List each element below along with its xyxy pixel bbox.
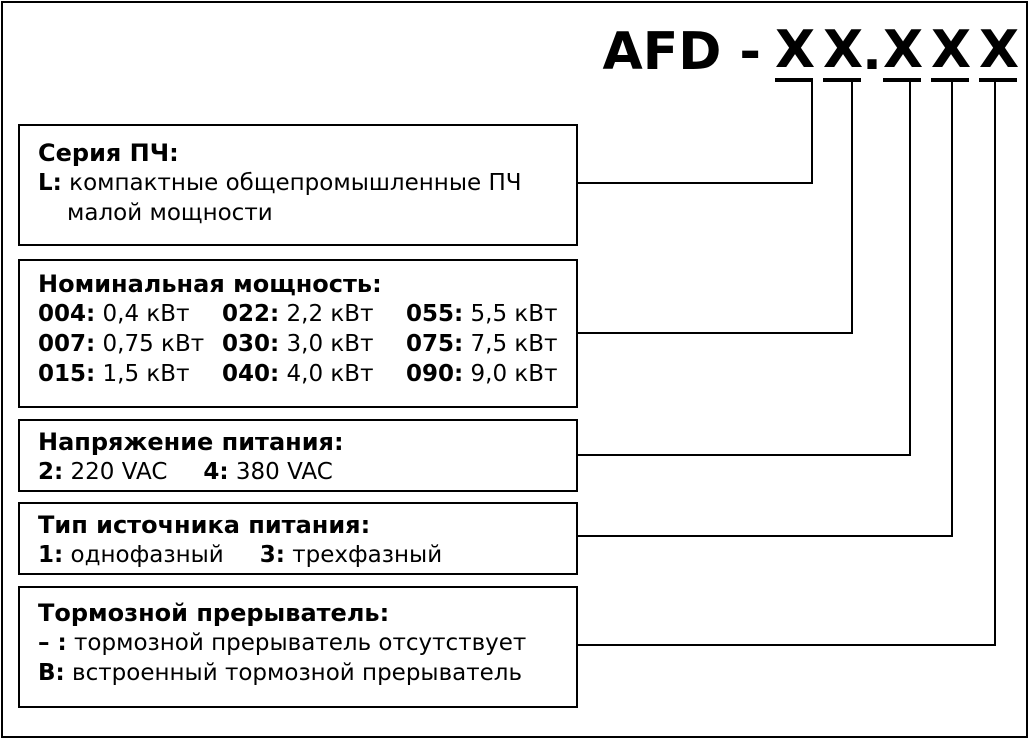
- supply-box: [18, 502, 578, 575]
- supply-option: 3: трехфазный: [259, 542, 443, 568]
- brake-option: B: встроенный тормозной прерыватель: [38, 660, 523, 686]
- code-placeholder-supply: X: [931, 20, 972, 80]
- supply-options: [38, 540, 558, 570]
- series-line-2: малой мощности: [67, 200, 273, 226]
- brake-title: Тормозной прерыватель:: [38, 599, 390, 627]
- voltage-options: [38, 457, 558, 487]
- power-item: 022: 2,2 кВт: [222, 301, 374, 327]
- power-item: 030: 3,0 кВт: [222, 331, 374, 357]
- power-item: 090: 9,0 кВт: [406, 361, 558, 387]
- voltage-box: [18, 419, 578, 492]
- model-code: [602, 20, 1020, 82]
- power-item: 040: 4,0 кВт: [222, 361, 374, 387]
- supply-title: Тип источника питания:: [38, 511, 371, 539]
- code-placeholder-power: X: [823, 20, 864, 80]
- series-line-1: L: компактные общепромышленные ПЧ: [38, 170, 522, 196]
- power-item: 075: 7,5 кВт: [406, 331, 558, 357]
- voltage-option: 2: 220 VAC: [38, 459, 168, 485]
- code-dot: .: [862, 22, 882, 82]
- power-item: 055: 5,5 кВт: [406, 301, 558, 327]
- power-item: 004: 0,4 кВт: [38, 301, 190, 327]
- series-box: [18, 124, 578, 246]
- brake-option: – : тормозной прерыватель отсутствует: [38, 630, 527, 656]
- power-box: [18, 259, 578, 408]
- power-item: 007: 0,75 кВт: [38, 331, 205, 357]
- power-grid: [38, 299, 558, 389]
- code-placeholder-series: X: [775, 20, 816, 80]
- code-dash: -: [739, 22, 761, 82]
- power-title: Номинальная мощность:: [38, 270, 382, 298]
- supply-option: 1: однофазный: [38, 542, 224, 568]
- brake-box: [18, 586, 578, 708]
- code-placeholder-voltage: X: [883, 20, 924, 80]
- voltage-title: Напряжение питания:: [38, 428, 344, 456]
- power-item: 015: 1,5 кВт: [38, 361, 190, 387]
- voltage-option: 4: 380 VAC: [203, 459, 333, 485]
- series-title: Серия ПЧ:: [38, 139, 179, 167]
- code-prefix: AFD: [602, 22, 722, 82]
- code-placeholder-brake: X: [979, 20, 1020, 80]
